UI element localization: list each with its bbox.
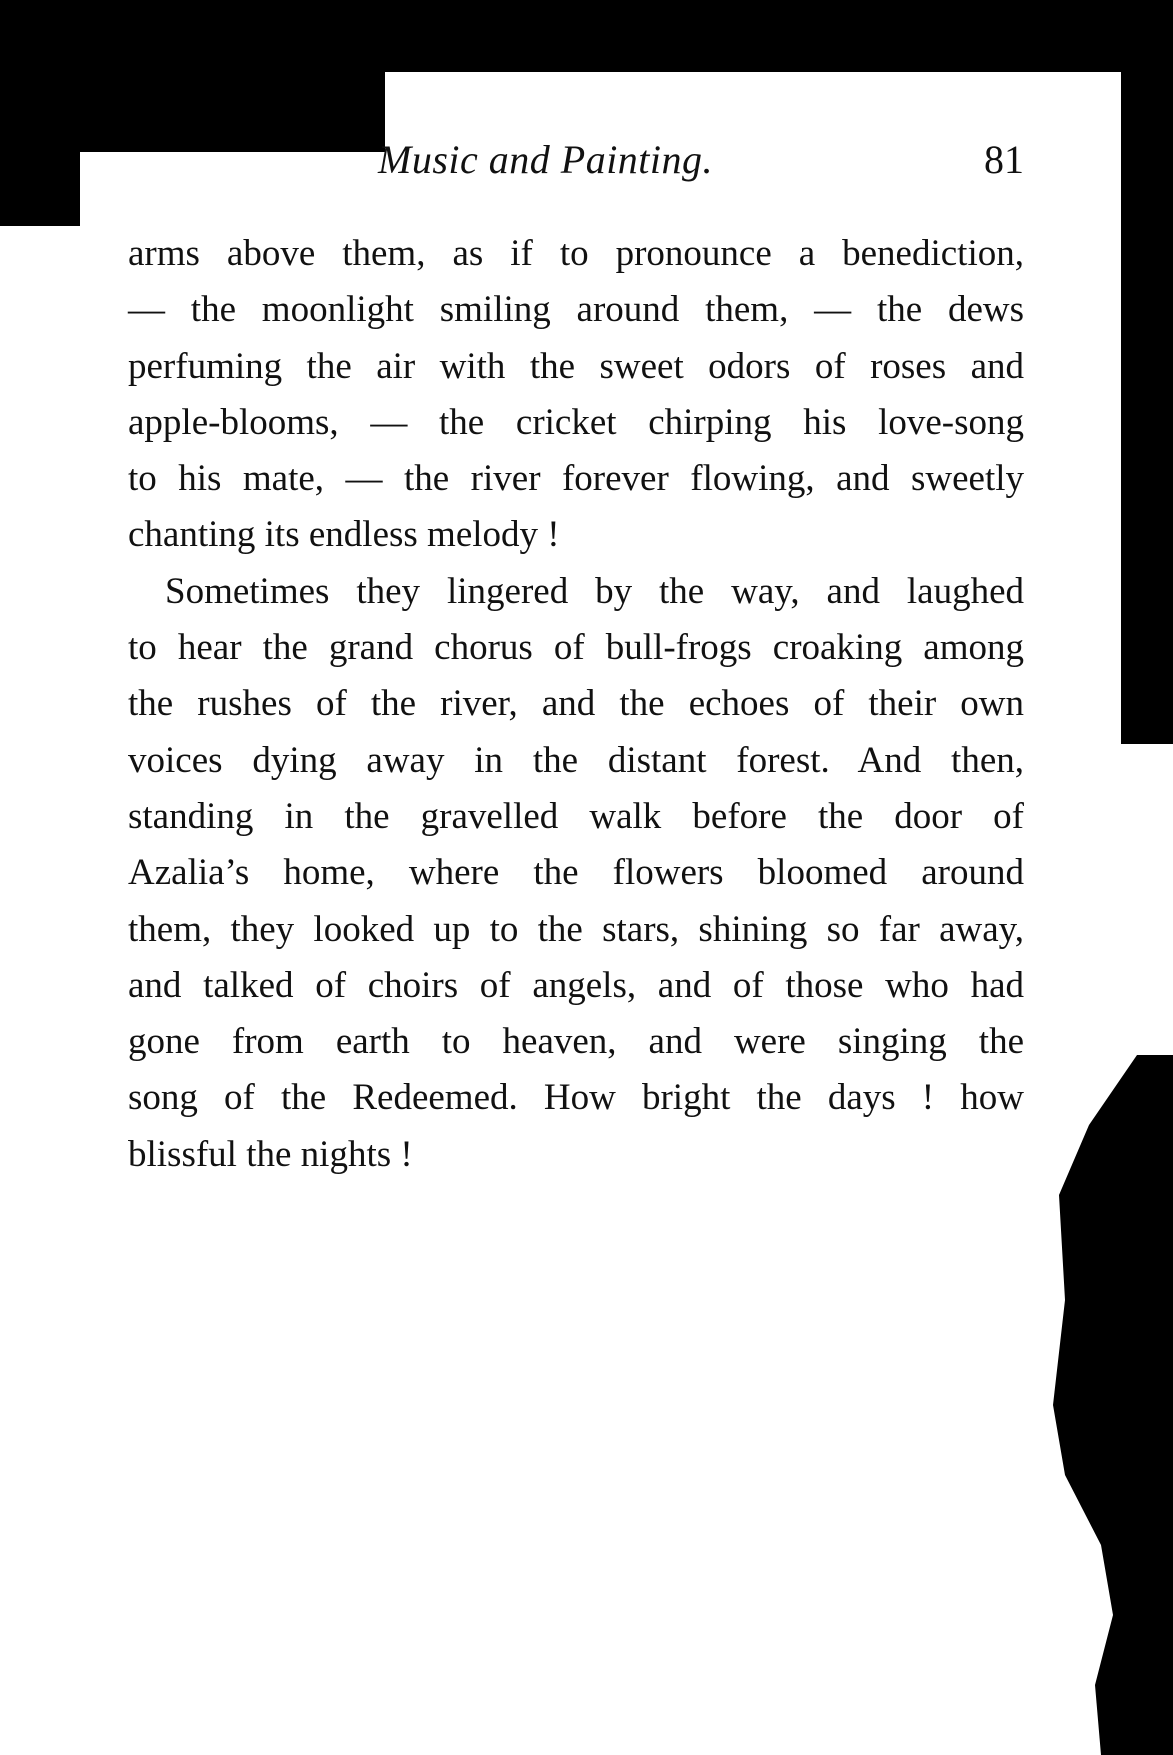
text-line: Sometimes they lingered by the way, and laughed xyxy=(165,570,1024,612)
body-text xyxy=(128,226,1024,1183)
text-line: blissful the nights ! xyxy=(128,1133,413,1175)
text-line: gone from earth to heaven, and were singing the xyxy=(128,1021,1024,1063)
text-line: standing in the gravelled walk before the door of xyxy=(128,795,1024,837)
text-line: arms above them, as if to pronounce a benediction, xyxy=(128,233,1024,274)
text-line: the rushes of the river, and the echoes of their own xyxy=(128,683,1024,725)
page-header xyxy=(128,136,1024,188)
text-line: — the moonlight smiling around them, — the dews xyxy=(128,289,1024,331)
scan-border-top xyxy=(0,0,1173,72)
text-line: apple-blooms, — the cricket chirping his love-song xyxy=(128,401,1024,443)
text-line: Azalia’s home, where the flowers bloomed around xyxy=(128,852,1024,894)
text-line: chanting its endless melody ! xyxy=(128,514,560,556)
text-line: to his mate, — the river forever flowing, and sweetly xyxy=(128,458,1024,500)
scan-border-left xyxy=(0,140,80,226)
paragraph-2 xyxy=(128,564,1024,1183)
paragraph-1 xyxy=(128,226,1024,564)
text-line: them, they looked up to the stars, shining so far away, xyxy=(128,908,1024,950)
text-line: voices dying away in the distant forest. And then, xyxy=(128,739,1024,781)
page-number: 81 xyxy=(984,137,1024,182)
running-title: Music and Painting. xyxy=(378,137,714,182)
text-line: perfuming the air with the sweet odors of roses and xyxy=(128,345,1024,387)
text-line: song of the Redeemed. How bright the days ! how xyxy=(128,1077,1024,1119)
scan-border-right-lower xyxy=(1053,1055,1173,1755)
scan-border-right-upper xyxy=(1121,72,1173,744)
text-line: to hear the grand chorus of bull-frogs croaking among xyxy=(128,627,1024,669)
text-line: and talked of choirs of angels, and of those who had xyxy=(128,964,1024,1006)
